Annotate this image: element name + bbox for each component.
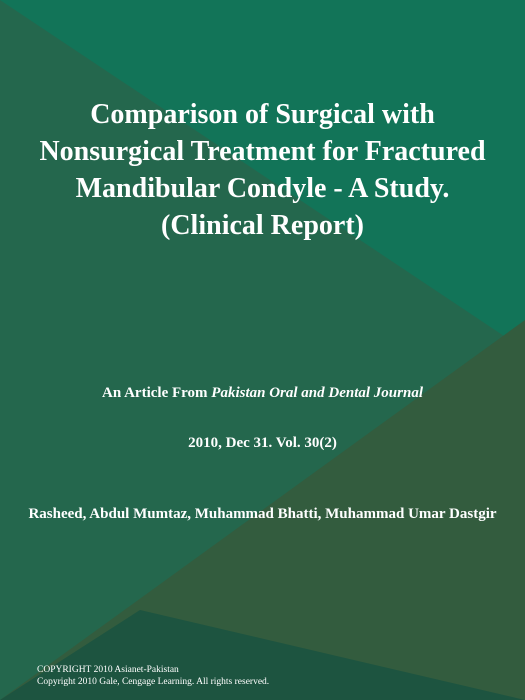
source-prefix: An Article From <box>102 385 212 401</box>
copyright-notice <box>37 664 269 688</box>
journal-name: Pakistan Oral and Dental Journal <box>211 385 423 401</box>
article-source <box>0 383 525 403</box>
publication-date-volume: 2010, Dec 31. Vol. 30(2) <box>188 435 337 451</box>
copyright-line-1: COPYRIGHT 2010 Asianet-Pakistan <box>37 665 179 675</box>
cover-title: Comparison of Surgical with Nonsurgical Treatment for Fractured Mandibular Condyle - A Study. (Clinical Report) <box>39 99 486 241</box>
author-list: Rasheed, Abdul Mumtaz, Muhammad Bhatti, Muhammad Umar Dastgir <box>28 506 497 522</box>
copyright-line-2: Copyright 2010 Gale, Cengage Learning. All rights reserved. <box>37 677 270 687</box>
